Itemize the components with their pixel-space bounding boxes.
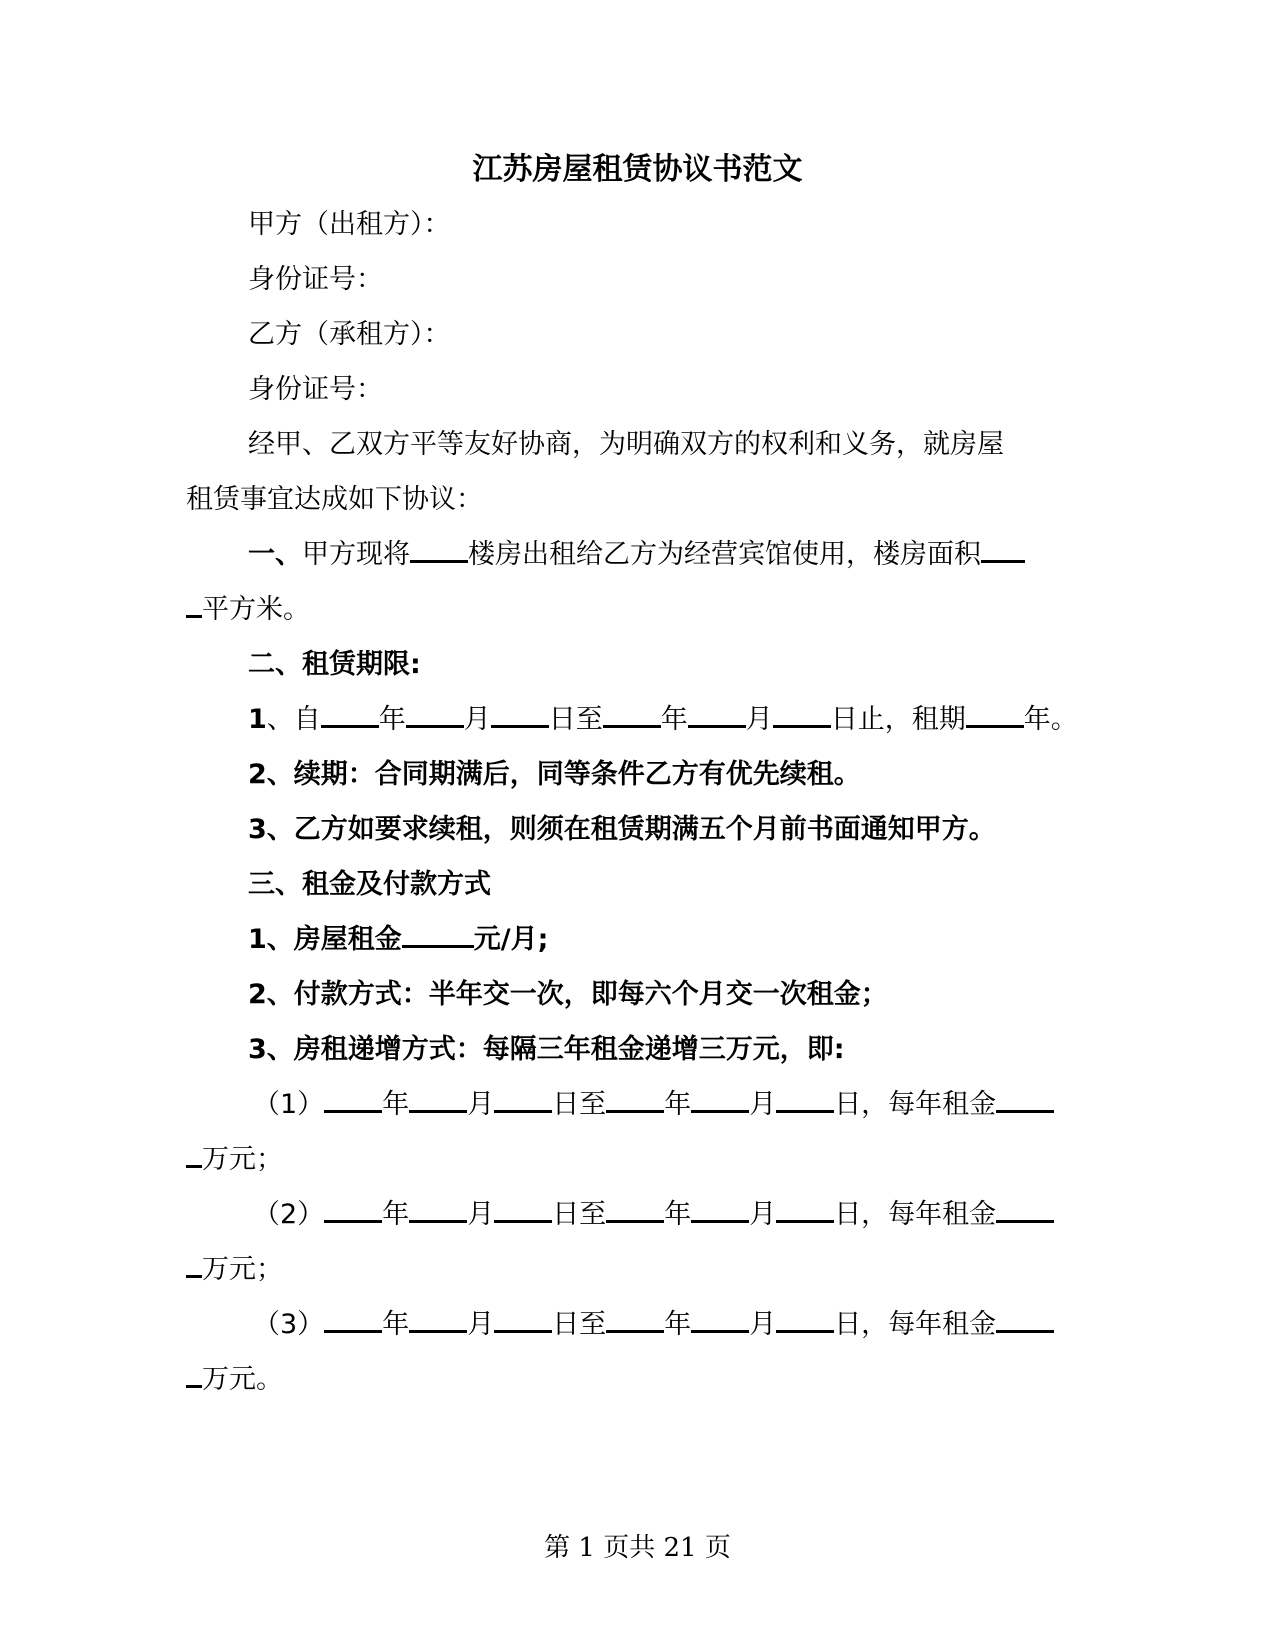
blank-field[interactable] xyxy=(410,536,468,563)
period-word-month: 月 xyxy=(749,1309,777,1340)
blank-field[interactable] xyxy=(494,1086,552,1113)
term-t6: 月 xyxy=(745,704,773,735)
rent-text-b: 元/月; xyxy=(473,924,549,955)
clause-1-number: 一、 xyxy=(248,539,302,570)
period-3-line-1 xyxy=(253,1305,1054,1345)
period-label: （2） xyxy=(253,1199,325,1230)
blank-field[interactable] xyxy=(996,1086,1054,1113)
blank-field[interactable] xyxy=(321,701,379,728)
period-word-day-annual: 日，每年租金 xyxy=(834,1089,997,1120)
rent-text-a: 1、房屋租金 xyxy=(248,924,402,955)
blank-field[interactable] xyxy=(409,1306,467,1333)
blank-field[interactable] xyxy=(324,1086,382,1113)
period-word-day-annual: 日，每年租金 xyxy=(834,1199,997,1230)
blank-field[interactable] xyxy=(409,1086,467,1113)
blank-field[interactable] xyxy=(691,1306,749,1333)
blank-field[interactable] xyxy=(776,1196,834,1223)
blank-field[interactable] xyxy=(776,1086,834,1113)
period-1-line-1 xyxy=(253,1085,1054,1125)
period-word-month: 月 xyxy=(467,1199,495,1230)
period-word-day-to: 日至 xyxy=(552,1199,607,1230)
period-word-month: 月 xyxy=(749,1089,777,1120)
preamble-line-2: 租赁事宜达成如下协议： xyxy=(186,484,483,515)
term-t7: 日止，租期 xyxy=(830,704,966,735)
party-a-label: 甲方（出租方）： xyxy=(248,209,451,240)
period-3-line-2 xyxy=(186,1360,283,1400)
document-title: 江苏房屋租赁协议书范文 xyxy=(472,152,803,187)
term-t4: 日至 xyxy=(548,704,603,735)
period-tail: 万元； xyxy=(202,1144,283,1175)
term-number: 1 xyxy=(248,704,267,735)
clause-1-line-1 xyxy=(248,535,1025,575)
blank-field[interactable] xyxy=(186,1251,202,1278)
term-t5: 年 xyxy=(660,704,688,735)
clause-1-text-b: 楼房出租给乙方为经营宾馆使用，楼房面积 xyxy=(468,539,981,570)
blank-field[interactable] xyxy=(324,1196,382,1223)
party-a-id-label: 身份证号： xyxy=(248,264,383,295)
payment-item: 2、付款方式：半年交一次，即每六个月交一次租金； xyxy=(248,979,888,1010)
period-word-year: 年 xyxy=(382,1089,410,1120)
increase-item: 3、房租递增方式：每隔三年租金递增三万元，即: xyxy=(248,1034,845,1065)
blank-field[interactable] xyxy=(186,591,202,618)
notice-item: 3、乙方如要求续租，则须在租赁期满五个月前书面通知甲方。 xyxy=(248,814,996,845)
period-2-line-1 xyxy=(253,1195,1054,1235)
period-label: （1） xyxy=(253,1089,325,1120)
term-t2: 年 xyxy=(378,704,406,735)
blank-field[interactable] xyxy=(996,1306,1054,1333)
period-tail: 万元。 xyxy=(202,1364,283,1395)
period-tail: 万元； xyxy=(202,1254,283,1285)
blank-field[interactable] xyxy=(186,1361,202,1388)
section-2-heading: 二、租赁期限: xyxy=(248,649,421,680)
party-b-label: 乙方（承租方）： xyxy=(248,319,451,350)
blank-field[interactable] xyxy=(981,536,1025,563)
page-indicator: 第 1 页共 21 页 xyxy=(544,1533,731,1563)
period-word-day-annual: 日，每年租金 xyxy=(834,1309,997,1340)
clause-1-text-c: 平方米。 xyxy=(202,594,310,625)
period-word-month: 月 xyxy=(467,1089,495,1120)
section-3-heading: 三、租金及付款方式 xyxy=(248,869,491,900)
blank-field[interactable] xyxy=(688,701,746,728)
term-t1: 自 xyxy=(293,704,321,735)
party-b-id-label: 身份证号： xyxy=(248,374,383,405)
blank-field[interactable] xyxy=(491,701,549,728)
period-word-year: 年 xyxy=(382,1199,410,1230)
blank-field[interactable] xyxy=(494,1306,552,1333)
blank-field[interactable] xyxy=(606,1196,664,1223)
clause-1-line-2 xyxy=(186,590,310,630)
period-word-month: 月 xyxy=(749,1199,777,1230)
blank-field[interactable] xyxy=(606,1306,664,1333)
period-word-day-to: 日至 xyxy=(552,1309,607,1340)
period-word-year: 年 xyxy=(664,1089,692,1120)
blank-field[interactable] xyxy=(409,1196,467,1223)
blank-field[interactable] xyxy=(324,1306,382,1333)
blank-field[interactable] xyxy=(691,1196,749,1223)
period-1-line-2 xyxy=(186,1140,283,1180)
term-t8: 年。 xyxy=(1023,704,1078,735)
term-item xyxy=(248,700,1078,740)
period-label: （3） xyxy=(253,1309,325,1340)
period-word-year: 年 xyxy=(382,1309,410,1340)
preamble-line-1: 经甲、乙双方平等友好协商，为明确双方的权利和义务，就房屋 xyxy=(248,429,1004,460)
blank-field[interactable] xyxy=(402,921,474,948)
period-word-month: 月 xyxy=(467,1309,495,1340)
period-word-year: 年 xyxy=(664,1199,692,1230)
rent-item xyxy=(248,920,548,960)
clause-1-text-a: 甲方现将 xyxy=(302,539,410,570)
blank-field[interactable] xyxy=(406,701,464,728)
blank-field[interactable] xyxy=(603,701,661,728)
blank-field[interactable] xyxy=(494,1196,552,1223)
blank-field[interactable] xyxy=(966,701,1024,728)
blank-field[interactable] xyxy=(773,701,831,728)
blank-field[interactable] xyxy=(776,1306,834,1333)
period-word-day-to: 日至 xyxy=(552,1089,607,1120)
term-t3: 月 xyxy=(463,704,491,735)
period-2-line-2 xyxy=(186,1250,283,1290)
period-word-year: 年 xyxy=(664,1309,692,1340)
blank-field[interactable] xyxy=(996,1196,1054,1223)
blank-field[interactable] xyxy=(606,1086,664,1113)
blank-field[interactable] xyxy=(186,1141,202,1168)
blank-field[interactable] xyxy=(691,1086,749,1113)
renewal-item: 2、续期：合同期满后，同等条件乙方有优先续租。 xyxy=(248,759,861,790)
term-sep: 、 xyxy=(266,704,294,735)
